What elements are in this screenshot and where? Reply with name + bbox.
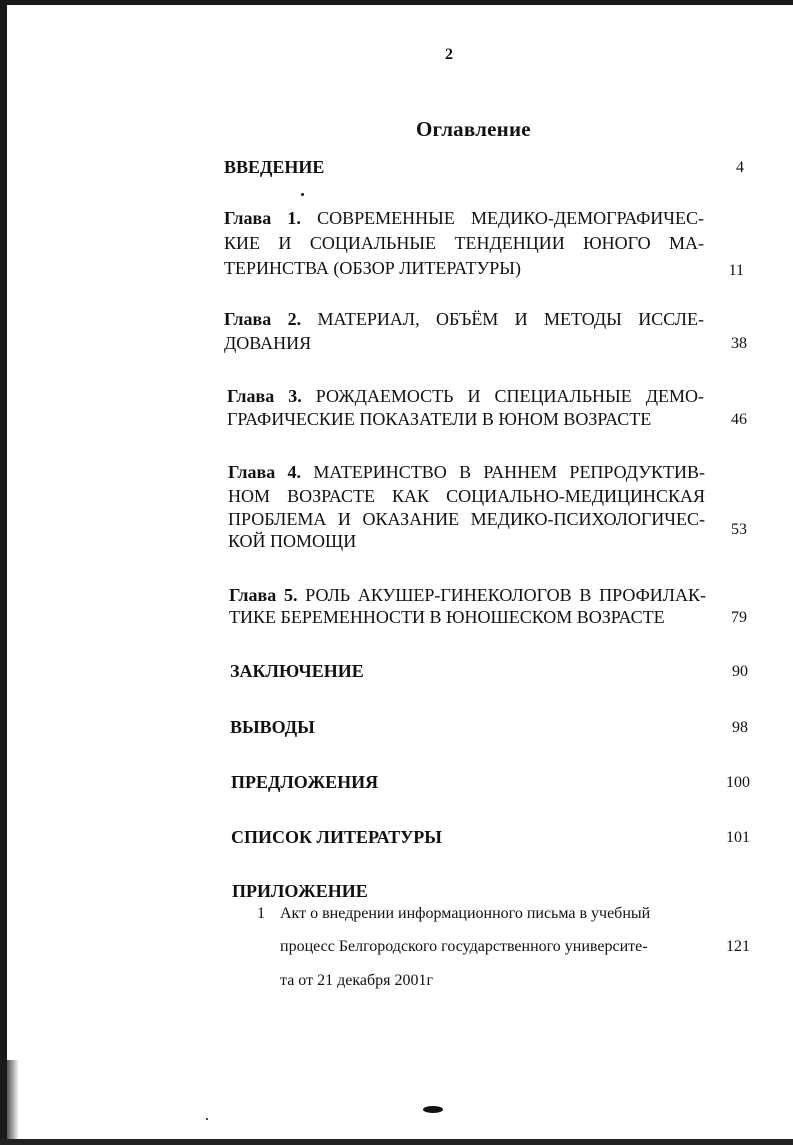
- toc-section-conclusion: ЗАКЛЮЧЕНИЕ: [230, 661, 364, 681]
- scan-edge-bottom: [0, 1139, 793, 1145]
- chapter-1-line-2: КИЕ И СОЦИАЛЬНЫЕ ТЕНДЕНЦИИ ЮНОГО МА-: [224, 233, 704, 253]
- chapter-3-line-1: Глава 3. РОЖДАЕМОСТЬ И СПЕЦИАЛЬНЫЕ ДЕМО-: [227, 386, 704, 406]
- appendix-item-line-3: та от 21 декабря 2001г: [280, 972, 434, 989]
- toc-intro-label: ВВЕДЕНИЕ: [224, 157, 325, 177]
- chapter-2-line-1: Глава 2. МАТЕРИАЛ, ОБЪЁМ И МЕТОДЫ ИССЛЕ-: [224, 309, 704, 329]
- chapter-5-line-1: Глава 5. РОЛЬ АКУШЕР-ГИНЕКОЛОГОВ В ПРОФИЛАК-: [229, 585, 706, 605]
- chapter-5-line-2: ТИКЕ БЕРЕМЕННОСТИ В ЮНОШЕСКОМ ВОЗРАСТЕ: [229, 607, 665, 627]
- chapter-4-line-1: Глава 4. МАТЕРИНСТВО В РАННЕМ РЕПРОДУКТИВ-: [228, 462, 706, 482]
- appendix-item-number: 1: [257, 905, 265, 922]
- scan-speck: [301, 193, 304, 196]
- chapter-1-line-3: ТЕРИНСТВА (ОБЗОР ЛИТЕРАТУРЫ): [224, 258, 521, 278]
- chapter-3-line-2: ГРАФИЧЕСКИЕ ПОКАЗАТЕЛИ В ЮНОМ ВОЗРАСТЕ: [227, 409, 652, 429]
- chapter-1-page: 11: [728, 262, 744, 279]
- chapter-4-page: 53: [731, 521, 747, 538]
- appendix-item-line-2: процесс Белгородского государственного университе-: [280, 938, 648, 955]
- page-title: Оглавление: [416, 117, 531, 141]
- page-number: 2: [445, 46, 453, 63]
- chapter-2-line-2: ДОВАНИЯ: [224, 333, 312, 353]
- chapter-3-page: 46: [731, 411, 747, 428]
- chapter-3-prefix: Глава 3.: [227, 386, 302, 406]
- chapter-2-page: 38: [731, 335, 747, 352]
- chapter-5-page: 79: [731, 609, 747, 626]
- toc-section-proposals: ПРЕДЛОЖЕНИЯ: [231, 772, 379, 792]
- toc-appendix-label: ПРИЛОЖЕНИЕ: [232, 881, 368, 901]
- toc-section-findings: ВЫВОДЫ: [230, 717, 315, 737]
- scan-blot: [423, 1106, 443, 1113]
- chapter-4-prefix: Глава 4.: [228, 462, 302, 482]
- chapter-1-prefix: Глава 1.: [224, 208, 301, 228]
- toc-intro-page: 4: [736, 159, 744, 176]
- toc-section-references-page: 101: [726, 829, 750, 846]
- chapter-1-line-1: Глава 1. СОВРЕМЕННЫЕ МЕДИКО-ДЕМОГРАФИЧЕС-: [224, 208, 704, 228]
- toc-section-conclusion-page: 90: [732, 663, 748, 680]
- appendix-item-line-1: Акт о внедрении информационного письма в учебный: [280, 905, 651, 922]
- chapter-2-prefix: Глава 2.: [224, 309, 302, 329]
- chapter-4-line-3: ПРОБЛЕМА И ОКАЗАНИЕ МЕДИКО-ПСИХОЛОГИЧЕС-: [228, 509, 705, 529]
- scan-edge-top: [0, 0, 793, 5]
- chapter-4-line-4: КОЙ ПОМОЩИ: [228, 531, 357, 551]
- chapter-5-prefix: Глава 5.: [229, 585, 298, 605]
- scan-shadow: [7, 1060, 19, 1140]
- scan-edge-left: [0, 0, 7, 1145]
- appendix-page: 121: [726, 938, 750, 955]
- toc-section-findings-page: 98: [732, 719, 748, 736]
- chapter-4-line-2: НОМ ВОЗРАСТЕ КАК СОЦИАЛЬНО-МЕДИЦИНСКАЯ: [228, 486, 705, 506]
- toc-section-proposals-page: 100: [726, 774, 750, 791]
- toc-section-references: СПИСОК ЛИТЕРАТУРЫ: [231, 827, 442, 847]
- scan-speck: [206, 1118, 208, 1120]
